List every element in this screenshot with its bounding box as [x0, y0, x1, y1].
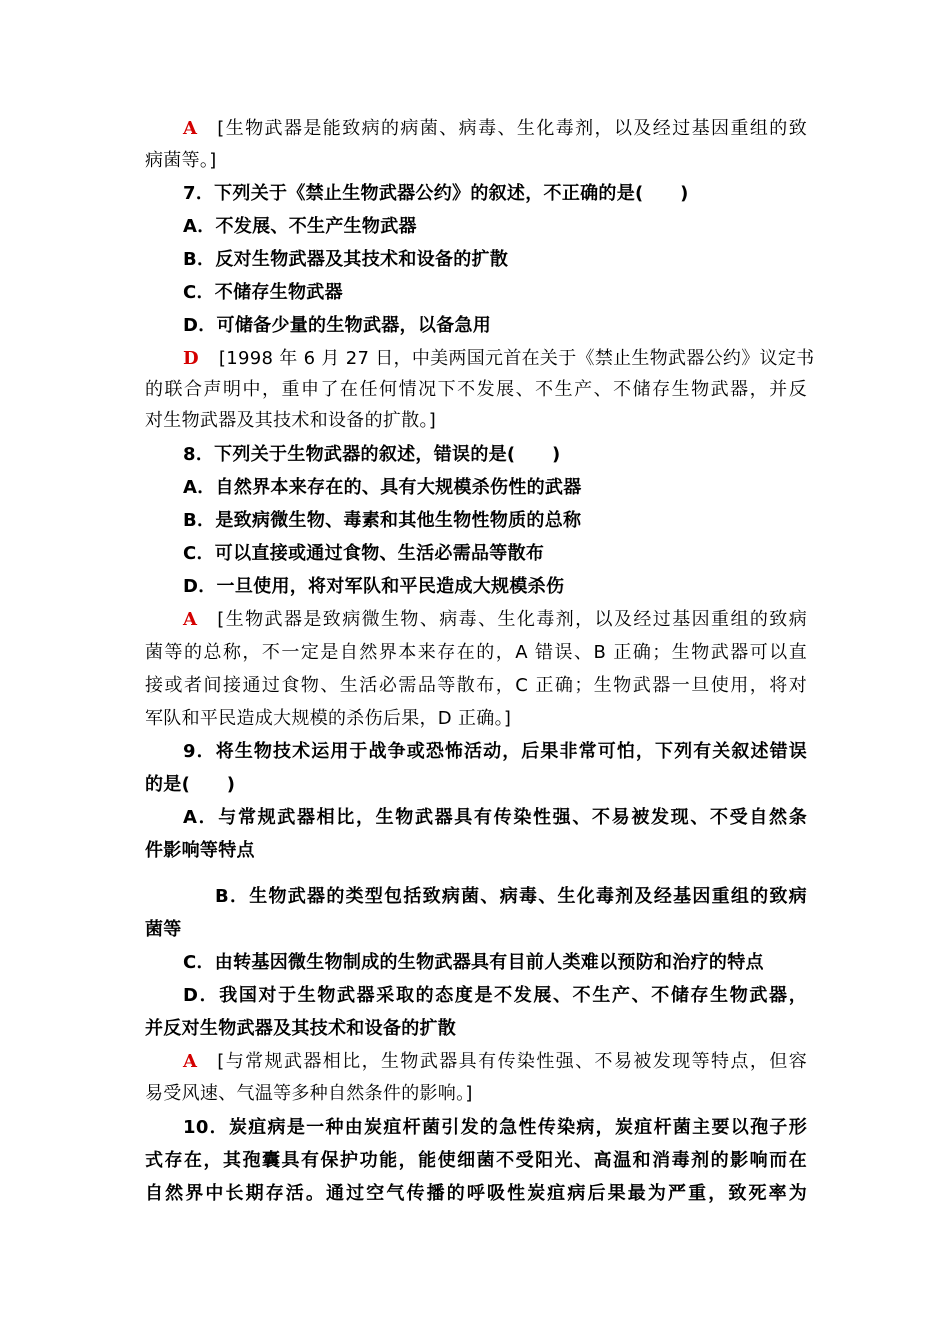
question-9-option-d: D．我国对于生物武器采取的态度是不发展、不生产、不储存生物武器，	[183, 985, 807, 1006]
question-10-stem-cont: 自然界中长期存活。通过空气传播的呼吸性炭疽病后果最为严重，致死率为	[145, 1183, 807, 1204]
answer-line	[183, 607, 807, 633]
text-line: 的联合声明中，重申了在任何情况下不发展、不生产、不储存生物武器，并反	[145, 379, 807, 400]
text-line: 接或者间接通过食物、生活必需品等散布，C 正确；生物武器一旦使用，将对	[145, 675, 807, 696]
question-8-option-a: A．自然界本来存在的、具有大规模杀伤性的武器	[183, 477, 582, 498]
question-8-stem: 8．下列关于生物武器的叙述，错误的是( )	[183, 444, 561, 465]
question-8-option-c: C．可以直接或通过食物、生活必需品等散布	[183, 543, 545, 564]
question-7-option-c: C．不储存生物武器	[183, 282, 343, 303]
question-10-stem: 10．炭疽病是一种由炭疽杆菌引发的急性传染病，炭疽杆菌主要以孢子形	[183, 1117, 807, 1138]
question-10-stem-cont: 式存在，其孢囊具有保护功能，能使细菌不受阳光、高温和消毒剂的影响而在	[145, 1150, 807, 1171]
answer-line	[183, 346, 815, 372]
answer-text: [1998 年 6 月 27 日，中美两国元首在关于《禁止生物武器公约》议定书	[218, 348, 815, 369]
question-7-option-b: B．反对生物武器及其技术和设备的扩散	[183, 249, 509, 270]
question-7-option-d: D．可储备少量的生物武器，以备急用	[183, 315, 492, 336]
answer-letter: A	[183, 118, 198, 139]
text-line: 对生物武器及其技术和设备的扩散。]	[145, 410, 437, 431]
text-line: 病菌等。]	[145, 150, 217, 171]
answer-line	[183, 116, 807, 142]
answer-letter: A	[183, 609, 198, 630]
answer-letter: D	[183, 348, 199, 369]
question-9-option-a-cont: 件影响等特点	[145, 840, 255, 861]
question-9-stem-cont: 的是( )	[145, 774, 236, 795]
question-9-option-c: C．由转基因微生物制成的生物武器具有目前人类难以预防和治疗的特点	[183, 952, 764, 973]
question-9-stem: 9．将生物技术运用于战争或恐怖活动，后果非常可怕，下列有关叙述错误	[183, 741, 807, 762]
question-8-option-b: B．是致病微生物、毒素和其他生物性物质的总称	[183, 510, 582, 531]
question-9-option-b-cont: 菌等	[145, 919, 182, 940]
text-line: 易受风速、气温等多种自然条件的影响。]	[145, 1083, 473, 1104]
question-7-stem: 7．下列关于《禁止生物武器公约》的叙述，不正确的是( )	[183, 183, 689, 204]
answer-text: [生物武器是致病微生物、病毒、生化毒剂，以及经过基因重组的致病	[217, 609, 807, 630]
answer-letter: A	[183, 1051, 198, 1072]
question-8-option-d: D．一旦使用，将对军队和平民造成大规模杀伤	[183, 576, 565, 597]
question-9-option-d-cont: 并反对生物武器及其技术和设备的扩散	[145, 1018, 457, 1039]
question-7-option-a: A．不发展、不生产生物武器	[183, 216, 417, 237]
text-line: 菌等的总称，不一定是自然界本来存在的，A 错误、B 正确；生物武器可以直	[145, 642, 807, 663]
question-9-option-b: B．生物武器的类型包括致病菌、病毒、生化毒剂及经基因重组的致病	[215, 886, 807, 907]
answer-text: [与常规武器相比，生物武器具有传染性强、不易被发现等特点，但容	[217, 1051, 807, 1072]
text-line: 军队和平民造成大规模的杀伤后果，D 正确。]	[145, 708, 512, 729]
question-9-option-a: A．与常规武器相比，生物武器具有传染性强、不易被发现、不受自然条	[183, 807, 807, 828]
answer-text: [生物武器是能致病的病菌、病毒、生化毒剂，以及经过基因重组的致	[217, 118, 807, 139]
answer-line	[183, 1049, 807, 1075]
